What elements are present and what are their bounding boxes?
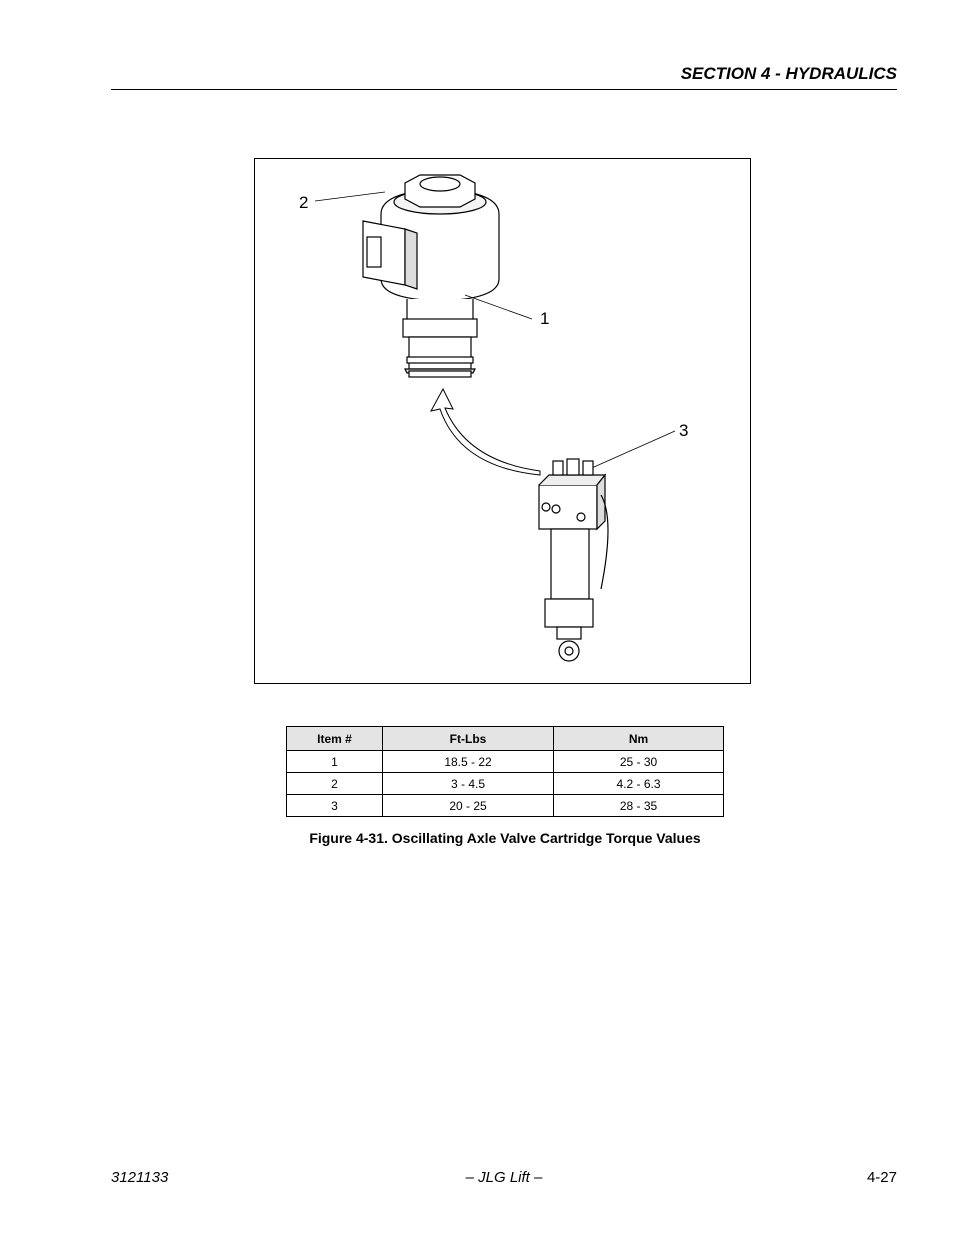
- header-nm: Nm: [554, 727, 724, 751]
- cell-item: 3: [287, 795, 383, 817]
- callout-3: 3: [679, 421, 689, 440]
- document-number: 3121133: [111, 1169, 169, 1186]
- figure-caption: Figure 4-31. Oscillating Axle Valve Cartridge Torque Values: [309, 830, 701, 846]
- header-ft-lbs: Ft-Lbs: [383, 727, 554, 751]
- footer-brand: – JLG Lift –: [465, 1169, 543, 1186]
- valve-figure: [254, 158, 751, 684]
- table-header-row: [287, 727, 724, 751]
- header-item: Item #: [287, 727, 383, 751]
- table-row: [287, 751, 724, 773]
- header-divider: [111, 89, 897, 90]
- valve-illustration: [255, 159, 749, 682]
- cylinder-body: [551, 529, 589, 599]
- cell-ft-lbs: 20 - 25: [383, 795, 554, 817]
- cell-item: 1: [287, 751, 383, 773]
- section-title: SECTION 4 - HYDRAULICS: [680, 64, 897, 83]
- table-row: [287, 773, 724, 795]
- install-arrow: [431, 389, 540, 475]
- cell-nm: 25 - 30: [554, 751, 724, 773]
- cell-ft-lbs: 3 - 4.5: [383, 773, 554, 795]
- table-row: [287, 795, 724, 817]
- cell-nm: 28 - 35: [554, 795, 724, 817]
- cell-item: 2: [287, 773, 383, 795]
- page-number: 4-27: [866, 1169, 897, 1186]
- cell-ft-lbs: 18.5 - 22: [383, 751, 554, 773]
- torque-table: [286, 726, 724, 817]
- cell-nm: 4.2 - 6.3: [554, 773, 724, 795]
- callout-2: 2: [299, 193, 309, 212]
- cartridge-body: [407, 299, 473, 321]
- callout-1: 1: [540, 309, 550, 328]
